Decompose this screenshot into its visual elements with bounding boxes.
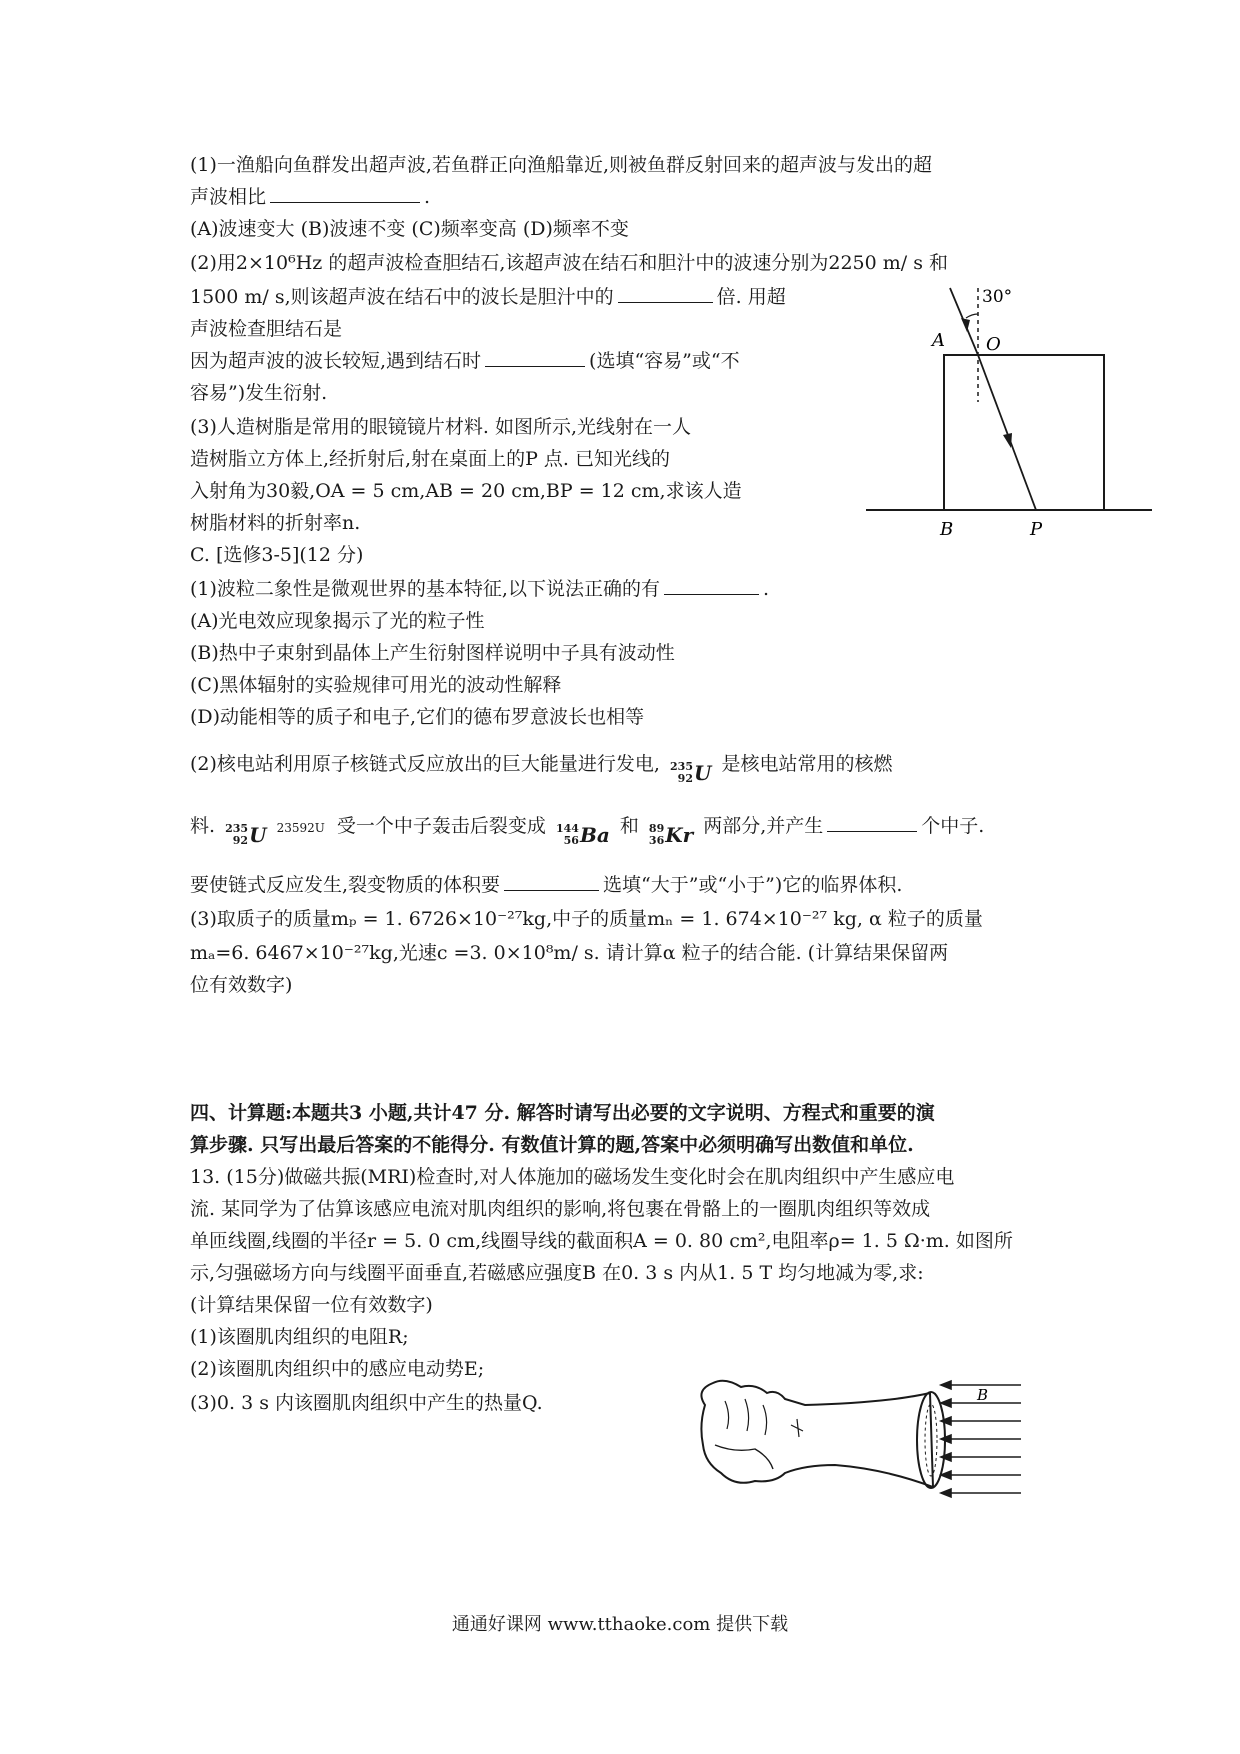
- q13-part3: (3)0. 3 s 内该圈肌肉组织中产生的热量Q.: [190, 1392, 543, 1414]
- point-p-label: P: [1030, 519, 1043, 540]
- q2-line1: (2)用2×10⁶Hz 的超声波检查胆结石,该超声波在结石和胆汁中的波速分别为2250 m/ s 和: [190, 252, 949, 274]
- section4-heading-line1: 四、计算题:本题共3 小题,共计47 分. 解答时请写出必要的文字说明、方程式和重要的演: [190, 1102, 935, 1124]
- c2-line1-b: 是核电站常用的核燃: [721, 753, 893, 775]
- arm-magnetic-field-figure: [685, 1365, 1025, 1520]
- q2-line4-text: 因为超声波的波长较短,遇到结石时: [190, 350, 482, 372]
- q1-answer-blank: [270, 182, 420, 203]
- c2-line2-b: 受一个中子轰击后裂变成: [336, 815, 546, 837]
- angle-label: 30°: [982, 287, 1013, 307]
- q2-line2: [190, 282, 786, 312]
- c-section-header: C. [选修3-5](12 分): [190, 544, 364, 566]
- c2-line2-a: 料.: [190, 815, 216, 837]
- c1-answer-blank: [664, 574, 759, 595]
- c2-volume-blank: [504, 870, 599, 891]
- c2-line3-a: 要使链式反应发生,裂变物质的体积要: [190, 874, 501, 896]
- angle-arc: [966, 314, 978, 318]
- q13-line1: 13. (15分)做磁共振(MRI)检查时,对人体施加的磁场发生变化时会在肌肉组织中产生感应电: [190, 1166, 955, 1188]
- page-footer: 通通好课网 www.tthaoke.com 提供下载: [451, 1614, 789, 1635]
- c2-line2-d: 两部分,并产生: [703, 815, 824, 837]
- q13-line4: 示,匀强磁场方向与线圈平面垂直,若磁感应强度B 在0. 3 s 内从1. 5 T 均匀地减为零,求:: [190, 1262, 924, 1284]
- refracted-arrow-icon: [1003, 433, 1012, 448]
- section4-heading-line2: 算步骤. 只写出最后答案的不能得分. 有数值计算的题,答案中必须明确写出数值和单位.: [190, 1134, 914, 1156]
- c2-line2-e: 个中子.: [921, 815, 985, 837]
- q3-line2: 造树脂立方体上,经折射后,射在桌面上的P 点. 已知光线的: [190, 448, 670, 470]
- c2-line1-a: (2)核电站利用原子核链式反应放出的巨大能量进行发电,: [190, 753, 660, 775]
- c1-option-b: (B)热中子束射到晶体上产生衍射图样说明中子具有波动性: [190, 642, 675, 664]
- q13-line3: 单匝线圈,线圈的半径r = 5. 0 cm,线圈导线的截面积A = 0. 80 cm²,电阻率ρ= 1. 5 Ω·m. 如图所: [190, 1230, 1013, 1252]
- q3-line3: 入射角为30毅,OA = 5 cm,AB = 20 cm,BP = 12 cm,求该人造: [190, 480, 742, 502]
- c2-line1: [190, 748, 893, 789]
- c2-line3-b: 选填“大于”或“小于”)它的临界体积.: [603, 874, 903, 896]
- refraction-figure: [860, 280, 1160, 540]
- q1-line2-text: 声波相比: [190, 186, 267, 208]
- c1-line1-text: (1)波粒二象性是微观世界的基本特征,以下说法正确的有: [190, 578, 660, 600]
- q2-line4: [190, 346, 740, 376]
- arm-outline: [701, 1381, 933, 1487]
- point-a-label: A: [932, 330, 945, 351]
- c1-option-c: (C)黑体辐射的实验规律可用光的波动性解释: [190, 674, 562, 696]
- q2-line5: 容易”)发生衍射.: [190, 382, 328, 404]
- resin-cube: [944, 355, 1104, 510]
- q1-line2: [190, 182, 430, 212]
- c2-line2-c: 和: [619, 815, 639, 837]
- c1-option-d: (D)动能相等的质子和电子,它们的德布罗意波长也相等: [190, 706, 645, 728]
- q13-line5: (计算结果保留一位有效数字): [190, 1294, 433, 1316]
- c1-line1-end: .: [762, 578, 770, 600]
- isotope-u235: 235 92 U: [670, 760, 712, 785]
- c2-neutron-blank: [827, 811, 917, 832]
- q13-part1: (1)该圈肌肉组织的电阻R;: [190, 1326, 409, 1348]
- point-o-label: O: [986, 334, 1001, 355]
- q2-line3: 声波检查胆结石是: [190, 318, 343, 340]
- c2-line2: [190, 810, 984, 851]
- c2-line3: [190, 870, 902, 900]
- q1-line1: (1)一渔船向鱼群发出超声波,若鱼群正向渔船靠近,则被鱼群反射回来的超声波与发出的超: [190, 154, 932, 176]
- isotope-ba144: 144 56 Ba: [555, 822, 610, 847]
- refracted-ray: [978, 355, 1036, 510]
- q13-part2: (2)该圈肌肉组织中的感应电动势E;: [190, 1358, 485, 1380]
- q2-diffraction-blank: [485, 346, 585, 367]
- q13-line2: 流. 某同学为了估算该感应电流对肌肉组织的影响,将包裹在骨骼上的一圈肌肉组织等效成: [190, 1198, 931, 1220]
- field-b-label: B: [977, 1386, 989, 1404]
- c1-option-a: (A)光电效应现象揭示了光的粒子性: [190, 610, 485, 632]
- isotope-u235-second: 235 92 U: [225, 822, 267, 847]
- q2-line2-text: 1500 m/ s,则该超声波在结石中的波长是胆汁中的: [190, 286, 614, 308]
- c3-line3: 位有效数字): [190, 974, 293, 996]
- point-b-label: B: [940, 519, 954, 540]
- q3-line1: (3)人造树脂是常用的眼镜镜片材料. 如图所示,光线射在一人: [190, 416, 692, 438]
- c3-line2: mₐ=6. 6467×10⁻²⁷kg,光速c =3. 0×10⁸m/ s. 请计算α 粒子的结合能. (计算结果保留两: [190, 942, 949, 964]
- incident-arrow-icon: [961, 318, 970, 332]
- c3-line1: (3)取质子的质量mₚ = 1. 6726×10⁻²⁷kg,中子的质量mₙ = 1. 674×10⁻²⁷ kg, α 粒子的质量: [190, 908, 983, 930]
- q1-line2-end: .: [424, 186, 431, 208]
- c1-line1: [190, 574, 769, 604]
- c2-line2-small: 23592U: [276, 821, 325, 835]
- q3-line4: 树脂材料的折射率n.: [190, 512, 361, 534]
- q2-line2-end: 倍. 用超: [716, 286, 786, 308]
- q2-answer-blank: [618, 282, 713, 303]
- q2-line4-end: (选填“容易”或“不: [589, 350, 740, 372]
- isotope-kr89: 89 36 Kr: [648, 822, 694, 847]
- q1-options: (A)波速变大 (B)波速不变 (C)频率变高 (D)频率不变: [190, 218, 629, 240]
